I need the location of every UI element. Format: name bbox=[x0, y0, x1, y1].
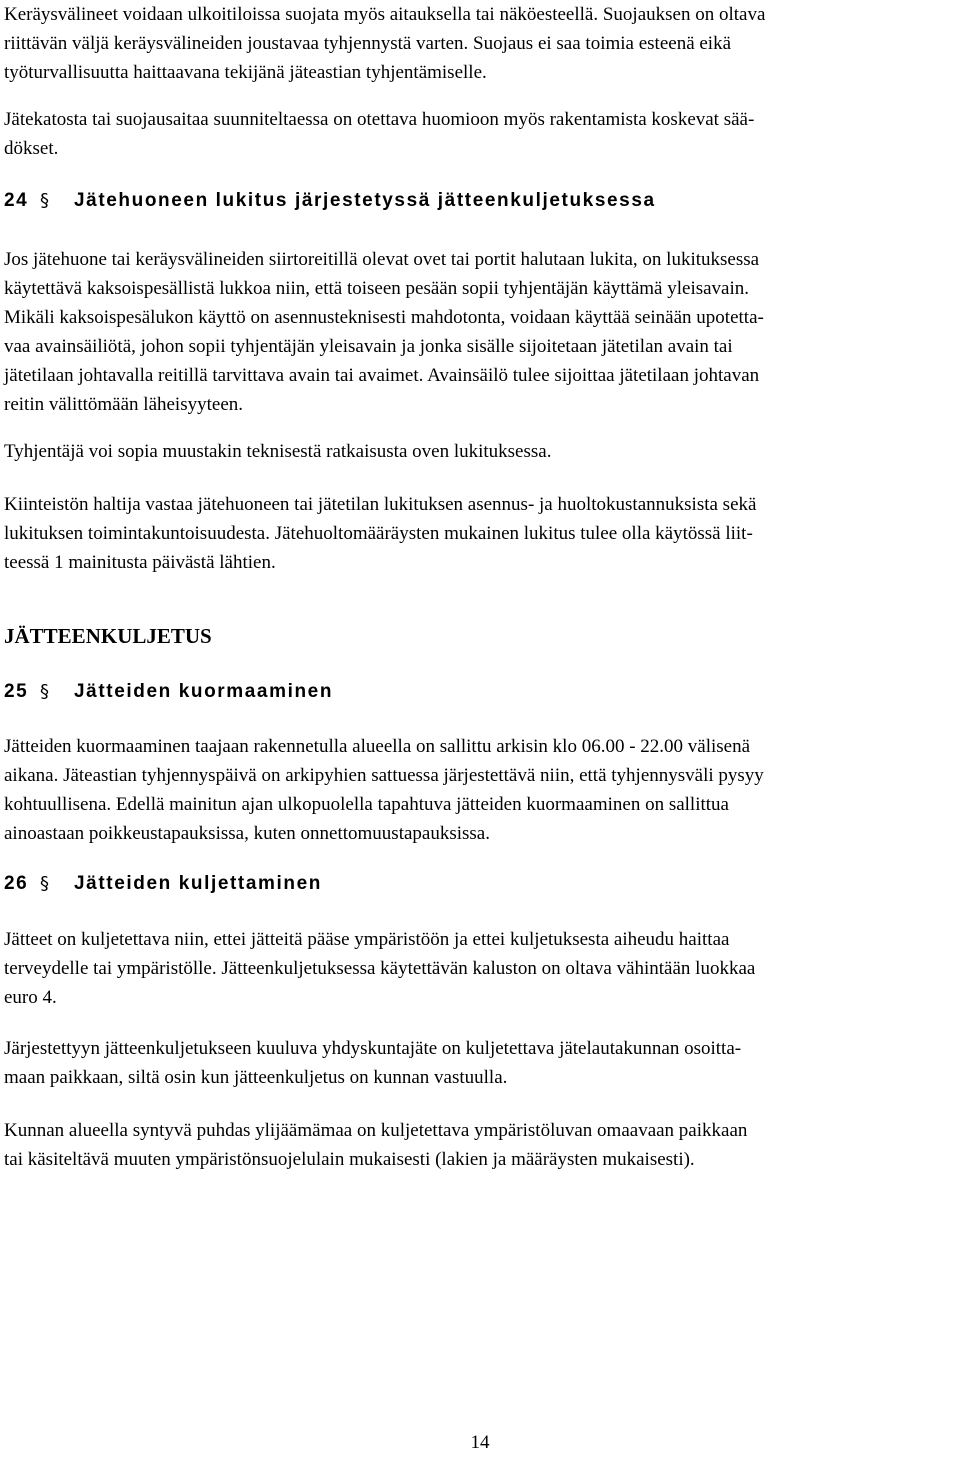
line: ainoastaan poikkeustapauksissa, kuten onnettomuustapauksissa. bbox=[4, 823, 490, 844]
line: maan paikkaan, siltä osin kun jätteenkuljetus on kunnan vastuulla. bbox=[4, 1067, 508, 1088]
line: työturvallisuutta haittaavana tekijänä jäteastian tyhjentämiselle. bbox=[4, 62, 487, 83]
line: Tyhjentäjä voi sopia muustakin teknisestä ratkaisusta oven lukituksessa. bbox=[4, 441, 552, 462]
line: lukituksen toimintakuntoisuudesta. Jätehuoltomääräysten mukainen lukitus tulee olla käytössä liit- bbox=[4, 523, 753, 544]
line: terveydelle tai ympäristölle. Jätteenkuljetuksessa käytettävän kaluston on oltava vähintään luokkaa bbox=[4, 958, 756, 979]
section-number: 24 bbox=[4, 190, 29, 211]
section-number: 26 bbox=[4, 873, 29, 894]
line: Jätteiden kuormaaminen taajaan rakennetulla alueella on sallittu arkisin klo 06.00 - 22.00 välisenä bbox=[4, 736, 751, 757]
line: tai käsiteltävä muuten ympäristönsuojelulain mukaisesti (lakien ja määräysten mukaisesti). bbox=[4, 1149, 695, 1170]
section-symbol: § bbox=[40, 190, 51, 211]
paragraph-building-regulations bbox=[4, 105, 956, 163]
line: jätetilaan johtavalla reitillä tarvittava avain tai avaimet. Avainsäilö tulee sijoittaa jätetilaan johtavan bbox=[4, 365, 760, 386]
section-heading-24 bbox=[4, 186, 656, 215]
line: riittävän väljä keräysvälineiden joustavaa tyhjennystä varten. Suojaus ei saa toimia esteenä eikä bbox=[4, 33, 732, 54]
line: Järjestettyyn jätteenkuljetukseen kuuluva yhdyskuntajäte on kuljetettava jätelautakunnan osoitta- bbox=[4, 1038, 742, 1059]
line: dökset. bbox=[4, 138, 59, 159]
line: euro 4. bbox=[4, 987, 57, 1008]
line: Jätekatosta tai suojausaitaa suunniteltaessa on otettava huomioon myös rakentamista koskevat sää- bbox=[4, 109, 755, 130]
section-heading-26 bbox=[4, 869, 322, 898]
line: käytettävä kaksoispesällistä lukkoa niin, että toiseen pesään sopii tyhjentäjän käyttämä yleisavain. bbox=[4, 278, 750, 299]
line: reitin välittömään läheisyyteen. bbox=[4, 394, 244, 415]
section-title: Jätteiden kuormaaminen bbox=[74, 681, 334, 702]
paragraph-transport bbox=[4, 925, 956, 1012]
section-title: Jätehuoneen lukitus järjestetyssä jätteenkuljetuksessa bbox=[74, 190, 656, 211]
line: vaa avainsäiliötä, johon sopii tyhjentäjän yleisavain ja jonka sisälle sijoitetaan jätetilan avain tai bbox=[4, 336, 733, 357]
paragraph-loading bbox=[4, 732, 956, 848]
line: teessä 1 mainitusta päivästä lähtien. bbox=[4, 552, 276, 573]
section-number: 25 bbox=[4, 681, 29, 702]
paragraph-municipal-waste bbox=[4, 1034, 956, 1092]
line: kohtuullisena. Edellä mainitun ajan ulkopuolella tapahtuva jätteiden kuormaaminen on sallittua bbox=[4, 794, 729, 815]
line: Jätteet on kuljetettava niin, ettei jätteitä pääse ympäristöön ja ettei kuljetuksesta aiheudu haittaa bbox=[4, 929, 730, 950]
section-title: Jätteiden kuljettaminen bbox=[74, 873, 322, 894]
line: Mikäli kaksoispesälukon käyttö on asennusteknisesti mahdotonta, voidaan käyttää seinään upotetta- bbox=[4, 307, 764, 328]
section-heading-25 bbox=[4, 677, 333, 706]
line: Kunnan alueella syntyvä puhdas ylijäämämaa on kuljetettava ympäristöluvan omaavaan paikkaan bbox=[4, 1120, 748, 1141]
paragraph-enclosure bbox=[4, 0, 956, 87]
section-symbol: § bbox=[40, 681, 51, 702]
line: Kiinteistön haltija vastaa jätehuoneen tai jätetilan lukituksen asennus- ja huoltokustannuksista sekä bbox=[4, 494, 757, 515]
line: Jos jätehuone tai keräysvälineiden siirtoreitillä olevat ovet tai portit halutaan lukita, on lukituksessa bbox=[4, 249, 760, 270]
section-symbol: § bbox=[40, 873, 51, 894]
paragraph-surplus-soil bbox=[4, 1116, 956, 1174]
paragraph-locking bbox=[4, 245, 956, 419]
line: aikana. Jäteastian tyhjennyspäivä on arkipyhien sattuessa järjestettävä niin, että tyhjennysväli pysyy bbox=[4, 765, 764, 786]
paragraph-owner-responsibility bbox=[4, 490, 956, 577]
page-number: 14 bbox=[470, 1432, 490, 1453]
chapter-heading: JÄTTEENKULJETUS bbox=[4, 624, 212, 648]
paragraph-other-solutions bbox=[4, 437, 956, 466]
line: Keräysvälineet voidaan ulkoitiloissa suojata myös aitauksella tai näköesteellä. Suojauksen on oltava bbox=[4, 4, 766, 25]
